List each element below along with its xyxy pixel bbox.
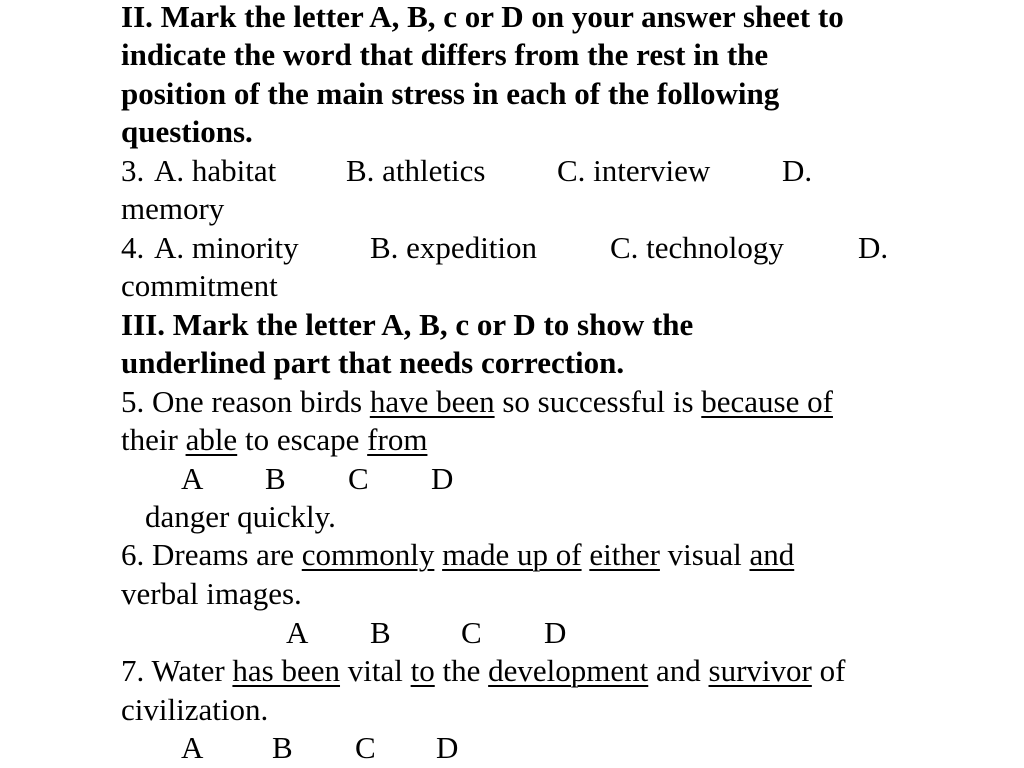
section-2-heading-line: questions. [121, 114, 253, 149]
question-5-underlined-part-d: from [367, 422, 428, 457]
question-5-underlined-part-b: because of [701, 384, 833, 419]
question-7-text: and [648, 653, 709, 688]
section-3-heading-line: III. Mark the letter A, B, c or D to show the [121, 307, 694, 342]
question-4-option-d: D. [858, 230, 889, 265]
question-6-answer-letters [0, 614, 1024, 652]
question-3-option-d: D. [782, 153, 813, 188]
answer-letter-a: A [286, 615, 309, 650]
question-5-text: so successful is [494, 384, 702, 419]
question-3-options-row [121, 152, 901, 190]
question-6-text [434, 537, 442, 572]
question-5-underlined-part-c: able [185, 422, 238, 457]
question-7-answer-letters [0, 729, 1024, 767]
answer-letter-b: B [265, 461, 286, 496]
question-5-answer-letters [0, 460, 1024, 498]
section-2-heading-line: II. Mark the letter A, B, c or D on your answer sheet to [121, 0, 844, 34]
question-6-line-2: verbal images. [121, 576, 302, 611]
question-3-option-a: A. habitat [154, 153, 277, 188]
question-5-underlined-part-a: have been [369, 384, 495, 419]
question-5-line-1 [121, 383, 833, 421]
question-5-line-3: danger quickly. [145, 499, 336, 534]
question-3-number: 3. [121, 153, 145, 188]
answer-letter-c: C [355, 730, 376, 765]
question-7-text: 7. Water [121, 653, 233, 688]
question-4-options-row [121, 229, 921, 267]
answer-letter-a: A [181, 461, 204, 496]
question-5-text: 5. One reason birds [121, 384, 370, 419]
section-3-heading-line: underlined part that needs correction. [121, 345, 625, 380]
question-5-text: to escape [237, 422, 368, 457]
question-6-underlined-part-a: commonly [301, 537, 435, 572]
question-7-text: of [811, 653, 846, 688]
answer-letter-b: B [272, 730, 293, 765]
question-6-text: visual [659, 537, 750, 572]
question-7-underlined-part-a: has been [232, 653, 341, 688]
question-6-underlined-part-d: and [749, 537, 795, 572]
answer-letter-b: B [370, 615, 391, 650]
question-3-option-c: C. interview [557, 153, 711, 188]
answer-letter-c: C [348, 461, 369, 496]
answer-letter-d: D [544, 615, 567, 650]
section-2-heading-line: position of the main stress in each of the following [121, 76, 780, 111]
question-7-underlined-part-c: development [488, 653, 649, 688]
question-4-option-b: B. expedition [370, 230, 538, 265]
question-4-number: 4. [121, 230, 145, 265]
answer-letter-d: D [431, 461, 454, 496]
question-5-text: their [121, 422, 186, 457]
question-6-underlined-part-c: either [589, 537, 660, 572]
question-4-option-c: C. technology [610, 230, 784, 265]
question-5-line-2 [121, 421, 427, 459]
question-4-option-d-wrap: commitment [121, 268, 278, 303]
answer-letter-c: C [461, 615, 482, 650]
question-6-underlined-part-b: made up of [442, 537, 582, 572]
question-7-text: the [434, 653, 489, 688]
question-4-option-a: A. minority [154, 230, 299, 265]
question-7-line-1 [121, 652, 845, 690]
question-7-text: vital [340, 653, 411, 688]
answer-letter-d: D [436, 730, 459, 765]
question-3-option-b: B. athletics [346, 153, 486, 188]
question-7-line-2: civilization. [121, 692, 269, 727]
question-3-option-d-wrap: memory [121, 191, 225, 226]
question-6-text: 6. Dreams are [121, 537, 302, 572]
answer-letter-a: A [181, 730, 204, 765]
question-6-line-1 [121, 536, 794, 574]
question-7-underlined-part-b: to [410, 653, 435, 688]
question-7-underlined-part-d: survivor [708, 653, 812, 688]
section-2-heading-line: indicate the word that differs from the rest in the [121, 37, 769, 72]
